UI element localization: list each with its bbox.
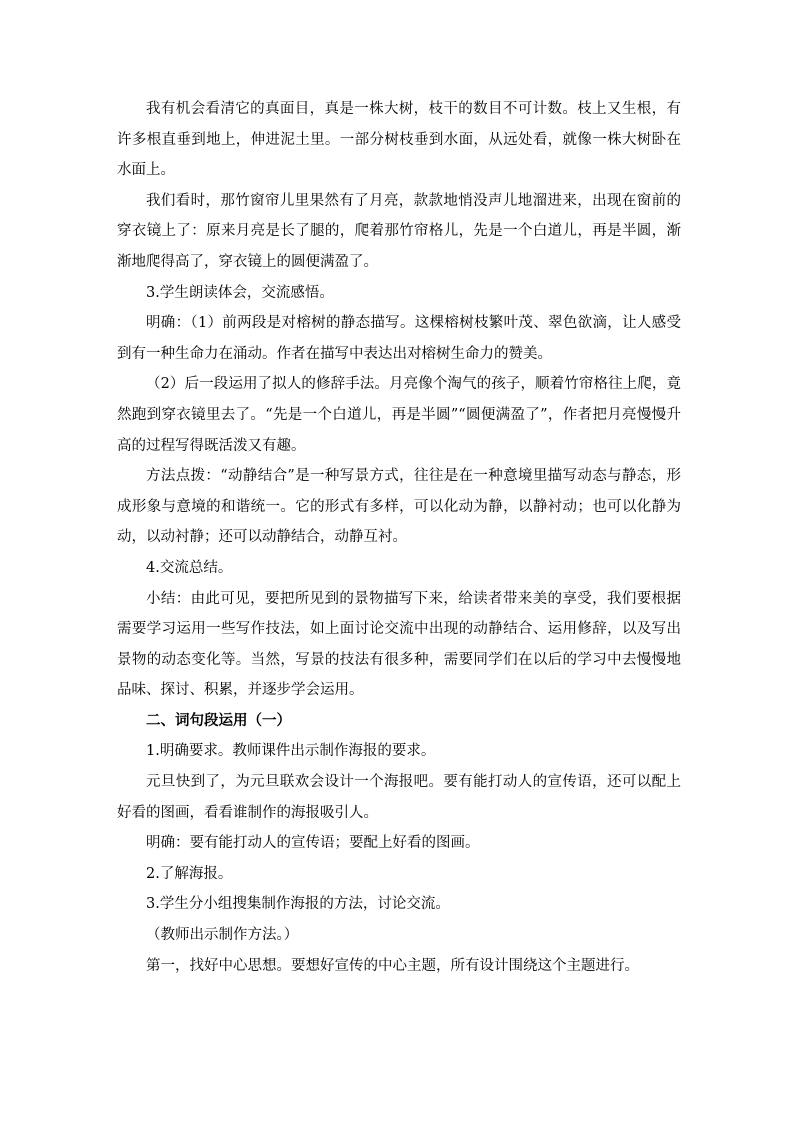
paragraph-method-tip: 方法点拨：“动静结合”是一种写景方式，往往是在一种意境里描写动态与静态，形成形象与意境的和谐统一。它的形式有多样，可以化动为静，以静衬动；也可以化静为动，以动衬静；还可以动静结合，动静互衬。: [117, 468, 681, 546]
paragraph-step-2-understand: 2.了解海报。: [146, 865, 233, 882]
document-body: [117, 94, 681, 981]
paragraph-conclusion: 小结：由此可见，要把所见到的景物描写下来，给读者带来美的享受，我们要根据需要学习运用一些写作技法，如上面讨论交流中出现的动静结合、运用修辞，以及写出景物的动态变化等。当然，写景的技法有很多种，需要同学们在以后的学习中去慢慢地品味、探讨、积累，并逐步学会运用。: [117, 590, 681, 699]
paragraph-step-3-group-work: 3.学生分小组搜集制作海报的方法，讨论交流。: [146, 896, 450, 913]
paragraph-clarification-2: （2）后一段运用了拟人的修辞手法。月亮像个淘气的孩子，顺着竹帘格往上爬，竟然跑到穿衣镜里去了。“先是一个白道儿，再是半圆”“圆便满盈了”，作者把月亮慢慢升高的过程写得既活泼又有趣。: [117, 376, 681, 454]
paragraph-first-point: 第一，找好中心思想。要想好宣传的中心主题，所有设计围绕这个主题进行。: [146, 957, 639, 974]
paragraph-moon-description: 我们看时，那竹窗帘儿里果然有了月亮，款款地悄没声儿地溜进来，出现在窗前的穿衣镜上了：原来月亮是长了腿的，爬着那竹帘格儿，先是一个白道儿，再是半圆，渐渐地爬得高了，穿衣镜上的圆便满盈了。: [117, 192, 681, 270]
paragraph-banyan-description: 我有机会看清它的真面目，真是一株大树，枝干的数目不可计数。枝上又生根，有许多根直垂到地上，伸进泥土里。一部分树枝垂到水面，从远处看，就像一株大树卧在水面上。: [117, 101, 681, 179]
paragraph-clarification-1: 明确：（1）前两段是对榕树的静态描写。这棵榕树枝繁叶茂、翠色欲滴，让人感受到有一种生命力在涌动。作者在描写中表达出对榕树生命力的赞美。: [117, 315, 681, 362]
paragraph-step-4-summary: 4.交流总结。: [146, 559, 233, 576]
paragraph-step-3-reading: 3.学生朗读体会，交流感悟。: [146, 284, 334, 301]
paragraph-step-1-requirements: 1.明确要求。教师课件出示制作海报的要求。: [146, 743, 436, 760]
section-heading: 二、词句段运用（一）: [146, 711, 291, 729]
paragraph-teacher-note: （教师出示制作方法。）: [146, 927, 299, 944]
paragraph-poster-clarification: 明确：要有能打动人的宣传语；要配上好看的图画。: [146, 835, 480, 852]
paragraph-poster-task: 元旦快到了，为元旦联欢会设计一个海报吧。要有能打动人的宣传语，还可以配上好看的图画，看看谁制作的海报吸引人。: [117, 774, 681, 821]
